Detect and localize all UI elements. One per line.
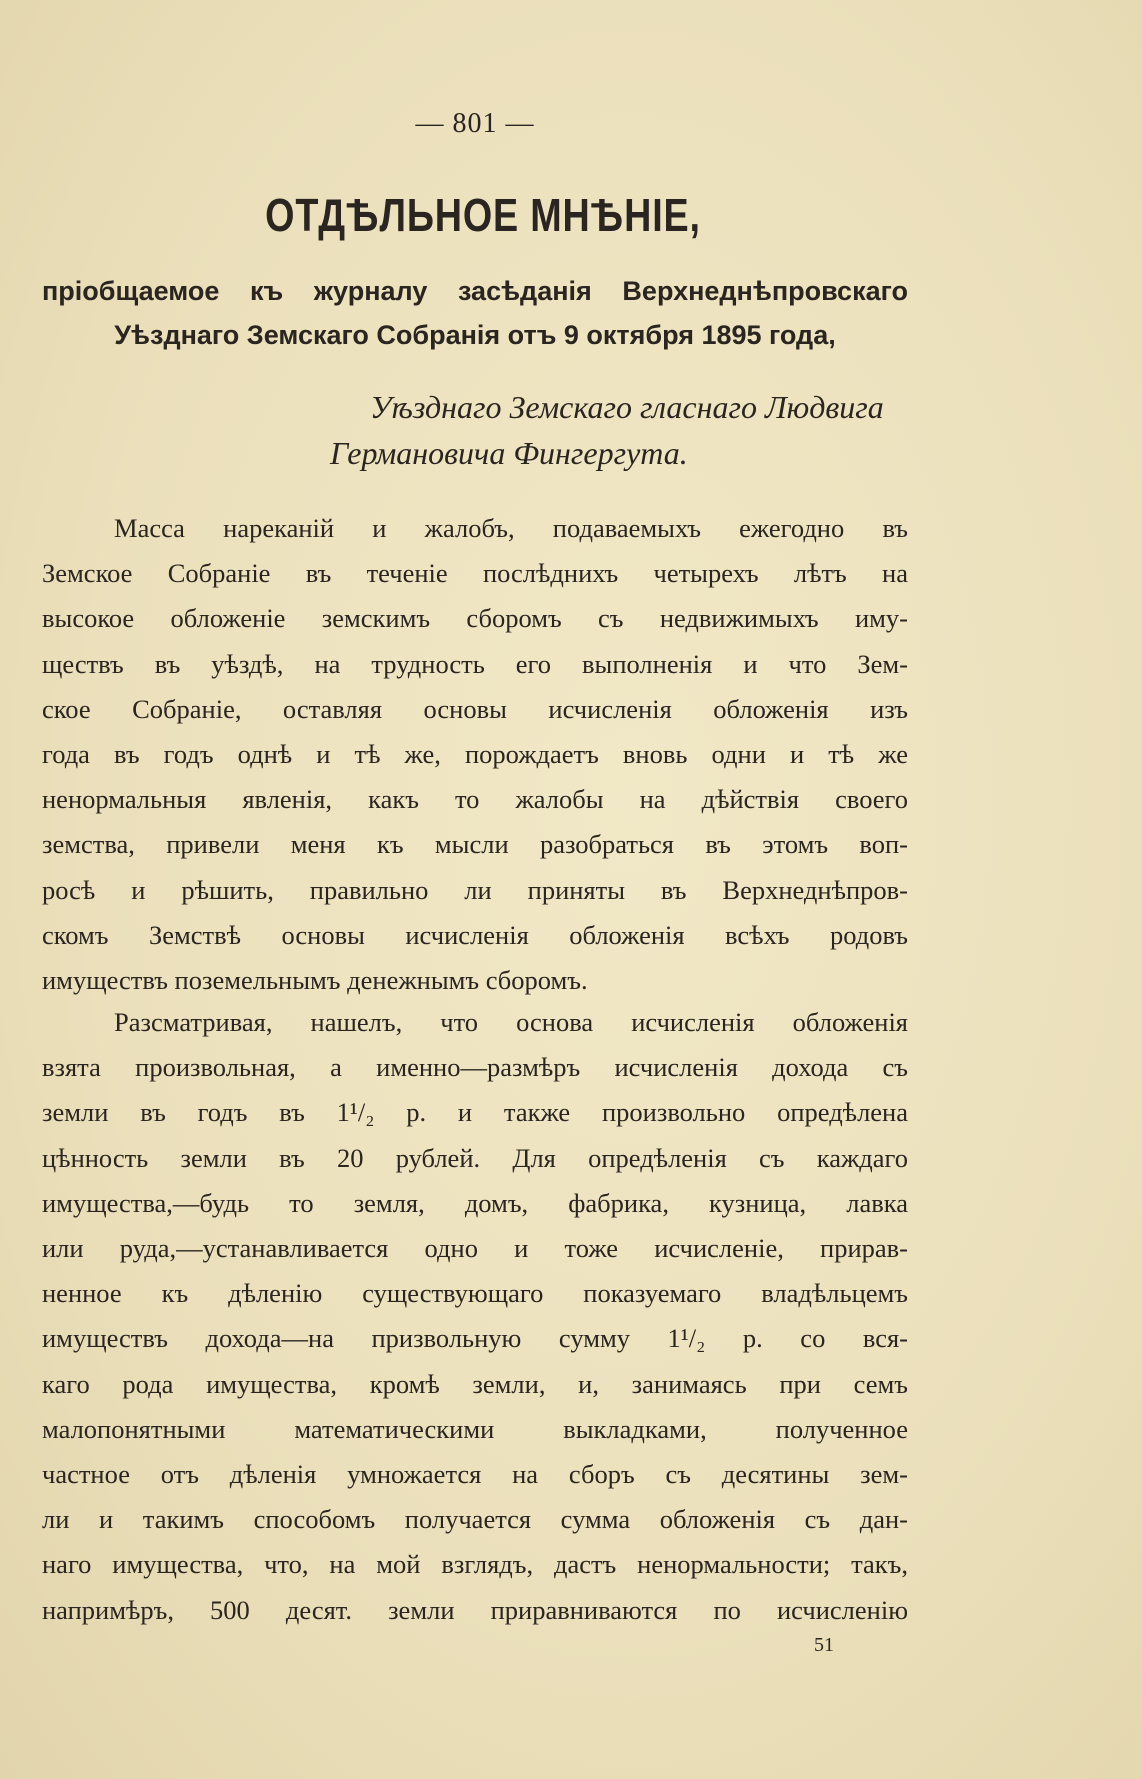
signature-number: 51 [814, 1634, 834, 1656]
paragraph-1-line: скомъ Земствѣ основы исчисленія обложенія всѣхъ родовъ [42, 919, 908, 950]
paragraph-2-line: ли и такимъ способомъ получается сумма обложенія съ дан- [42, 1504, 908, 1535]
paragraph-1-line: Масса нареканій и жалобъ, подаваемыхъ ежегодно въ [114, 513, 908, 543]
paragraph-1-line: года въ годъ однѣ и тѣ же, порождаетъ вновь одни и тѣ же [42, 739, 908, 769]
paragraph-2-line: цѣнность земли въ 20 рублей. Для опредѣленія съ каждаго [42, 1142, 908, 1173]
paragraph-2-line: напримѣръ, 500 десят. земли приравниваются по исчисленію [42, 1594, 908, 1625]
document-title: ОТДѢЛЬНОЕ МНѢНІЕ, [265, 189, 701, 241]
paragraph-1-line: Земское Собраніе въ теченіе послѣднихъ четырехъ лѣтъ на [42, 558, 908, 589]
paragraph-1-line: высокое обложеніе земскимъ сборомъ съ недвижимыхъ иму- [42, 603, 908, 634]
paragraph-2-line: взята произвольная, а именно—размѣръ исчисленія дохода съ [42, 1052, 908, 1083]
paragraph-2-line: земли въ годъ въ 1¹/₂ р. и также произвольно опредѣлена [42, 1097, 908, 1128]
author-line-1: Уѣзднаго Земскаго гласнаго Людвига [370, 389, 884, 425]
paragraph-2-line: или руда,—устанавливается одно и тоже исчисленіе, прирав- [42, 1233, 908, 1263]
subtitle-line-2: Уѣзднаго Земскаго Собранія отъ 9 октября 1895 года, [114, 320, 836, 350]
paragraph-1-line: ненормальныя явленія, какъ то жалобы на дѣйствія своего [42, 784, 908, 815]
paragraph-2-line: Разсматривая, нашелъ, что основа исчисленія обложенія [114, 1007, 908, 1037]
paragraph-1-line: ское Собраніе, оставляя основы исчисленія обложенія изъ [42, 693, 908, 724]
paragraph-2-line: частное отъ дѣленія умножается на сборъ съ десятины зем- [42, 1459, 908, 1489]
author-line-2: Германовича Фингергута. [330, 435, 688, 471]
paragraph-2-line: ненное къ дѣленію существующаго показуемаго владѣльцемъ [42, 1278, 908, 1309]
paragraph-2-line: малопонятными математическими выкладками, полученное [42, 1413, 908, 1444]
paragraph-2-line: наго имущества, что, на мой взглядъ, дастъ ненормальности; такъ, [42, 1549, 908, 1580]
paragraph-1-line: росѣ и рѣшить, правильно ли приняты въ Верхнеднѣпров- [42, 874, 908, 905]
page-number: — 801 — [415, 108, 535, 139]
paragraph-1-line: ществъ въ уѣздѣ, на трудность его выполненія и что Зем- [42, 648, 908, 679]
paragraph-2-line: имущества,—будь то земля, домъ, фабрика, кузница, лавка [42, 1187, 908, 1218]
paragraph-1-line: земства, привели меня къ мысли разобраться въ этомъ воп- [42, 829, 908, 860]
subtitle-line-1: пріобщаемое къ журналу засѣданія Верхнеднѣпровскаго [42, 276, 908, 306]
paragraph-2-line: имуществъ дохода—на призвольную сумму 1¹/₂ р. со вся- [42, 1323, 908, 1354]
paragraph-2-line: каго рода имущества, кромѣ земли, и, занимаясь при семъ [42, 1368, 908, 1399]
paragraph-1-line: имуществъ поземельнымъ денежнымъ сборомъ. [42, 965, 588, 995]
